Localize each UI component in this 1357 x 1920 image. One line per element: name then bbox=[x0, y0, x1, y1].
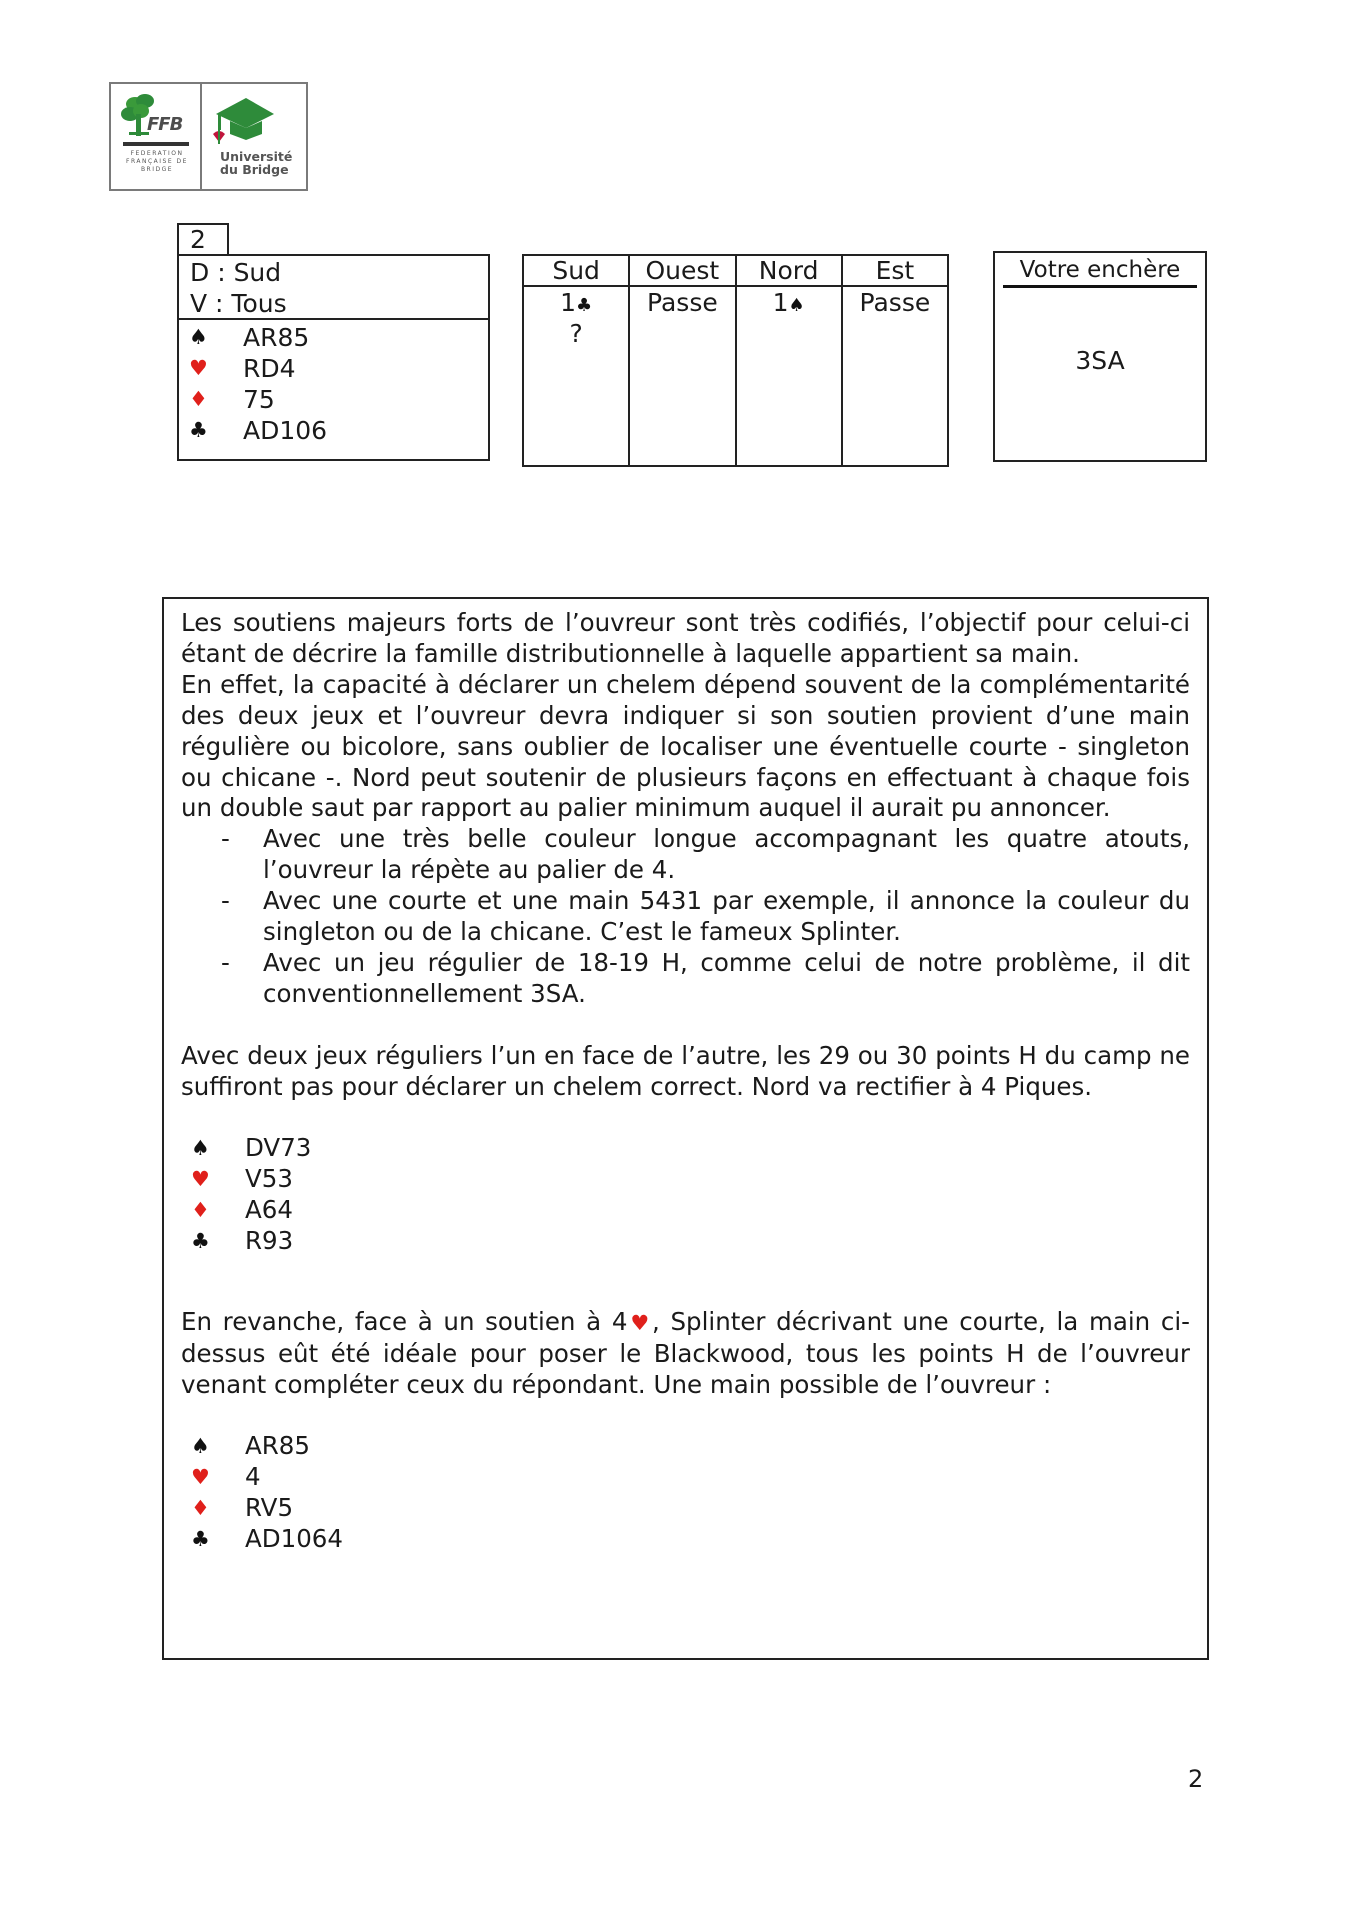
bid-header: Sud bbox=[524, 256, 628, 287]
hand-cards: AD106 bbox=[243, 416, 328, 445]
vulnerability: V : Tous bbox=[190, 289, 287, 318]
deal-box bbox=[177, 254, 490, 461]
hand-suit-row bbox=[181, 1493, 1190, 1524]
south-hand bbox=[179, 320, 488, 446]
deal-meta bbox=[179, 256, 488, 320]
spade-icon: ♠ bbox=[191, 1136, 210, 1161]
hand-cards: AR85 bbox=[245, 1431, 310, 1461]
hand-suit-row bbox=[181, 1226, 1190, 1257]
logo-ffb-universite bbox=[109, 82, 308, 191]
hand-cards: AR85 bbox=[243, 323, 310, 352]
diamond-icon: ♦ bbox=[191, 1198, 210, 1223]
ffb-divider bbox=[123, 142, 189, 146]
answer-value: 3SA bbox=[1075, 346, 1125, 375]
bid-header: Ouest bbox=[630, 256, 734, 287]
hand-suit-row bbox=[181, 1164, 1190, 1195]
hand-cards: R93 bbox=[245, 1226, 294, 1256]
paragraph: Les soutiens majeurs forts de l’ouvreur sont très codifiés, l’objectif pour celui-ci étant de décrire la famille distributionnelle à laquelle appartient sa main. bbox=[181, 608, 1190, 668]
hand-suit-row bbox=[179, 384, 488, 415]
universite-logo bbox=[202, 84, 306, 189]
paragraph: Avec deux jeux réguliers l’un en face de l’autre, les 29 ou 30 points H du camp ne suffiront pas pour déclarer un chelem correct. Nord va rectifier à 4 Piques. bbox=[181, 1040, 1190, 1101]
univ-line-1: Université bbox=[220, 149, 293, 164]
hand-suit-row bbox=[181, 1133, 1190, 1164]
heart-icon: ♥ bbox=[191, 1465, 210, 1490]
bid-col-ouest bbox=[630, 256, 736, 465]
explanation-box bbox=[162, 597, 1209, 1660]
heart-icon: ♥ bbox=[189, 356, 208, 380]
north-hand bbox=[181, 1133, 1190, 1257]
bid-level: 1 bbox=[772, 288, 789, 317]
hand-suit-row bbox=[181, 1195, 1190, 1226]
dealer: D : Sud bbox=[190, 258, 282, 287]
bid-cell: ? bbox=[569, 319, 583, 348]
bid-cell bbox=[524, 287, 628, 318]
hand-cards: RV5 bbox=[245, 1493, 294, 1523]
deal-number: 2 bbox=[177, 223, 229, 255]
ffb-logo bbox=[111, 84, 202, 189]
ffb-subtitle: FEDERATION FRANÇAISE DE BRIDGE bbox=[126, 150, 188, 173]
bid-header: Est bbox=[843, 256, 947, 287]
list-item-text: Avec une très belle couleur longue accompagnant les quatre atouts, l’ouvreur la répète au palier de 4. bbox=[263, 824, 1190, 885]
hand-cards: 4 bbox=[245, 1462, 261, 1492]
ffb-wordmark: FFB bbox=[147, 114, 183, 135]
bid-col-sud bbox=[524, 256, 630, 465]
bid-header: Nord bbox=[737, 256, 841, 287]
bullet-dash: - bbox=[221, 947, 230, 977]
list-item-text: Avec un jeu régulier de 18-19 H, comme celui de notre problème, il dit conventionnellement 3SA. bbox=[263, 947, 1190, 1008]
hand-suit-row bbox=[181, 1524, 1190, 1555]
spade-icon: ♠ bbox=[788, 295, 805, 316]
hand-suit-row bbox=[181, 1462, 1190, 1493]
hand-suit-row bbox=[179, 322, 488, 353]
paragraph-text: , Splinter décrivant une courte, la main ci-dessus eût été idéale pour poser le Blackwood, tous les points H de l’ouvreur venant compléter ceux du répondant. Une main possible de l’ouvreur : bbox=[181, 1306, 1190, 1399]
club-icon: ♣ bbox=[189, 418, 208, 442]
bid-col-nord bbox=[737, 256, 843, 465]
universite-wordmark bbox=[220, 150, 292, 176]
bidding-table bbox=[522, 254, 949, 467]
opener-hand bbox=[181, 1431, 1190, 1555]
bid-cell bbox=[737, 287, 841, 318]
list-item bbox=[181, 948, 1190, 1010]
spade-icon: ♠ bbox=[191, 1434, 210, 1459]
bid-level: 1 bbox=[560, 288, 576, 317]
diamond-icon: ♦ bbox=[189, 387, 208, 411]
univ-line-2: du Bridge bbox=[220, 162, 289, 177]
hand-suit-row bbox=[179, 353, 488, 384]
list-item-text: Avec une courte et une main 5431 par exemple, il annonce la couleur du singleton ou de la chicane. C’est le fameux Splinter. bbox=[263, 886, 1190, 947]
answer-underline bbox=[1003, 285, 1197, 288]
hand-suit-row bbox=[179, 415, 488, 446]
hand-cards: V53 bbox=[245, 1164, 293, 1194]
bullet-dash: - bbox=[221, 886, 230, 916]
paragraph-text: En revanche, face à un soutien à 4 bbox=[181, 1306, 628, 1336]
list-item bbox=[181, 824, 1190, 886]
hand-cards: 75 bbox=[243, 385, 275, 414]
bid-cell: Passe bbox=[859, 288, 931, 317]
answer-title: Votre enchère bbox=[1019, 257, 1181, 283]
heart-icon: ♥ bbox=[191, 1167, 210, 1192]
list-item bbox=[181, 886, 1190, 948]
paragraph bbox=[181, 1307, 1190, 1401]
hand-cards: RD4 bbox=[243, 354, 296, 383]
spade-icon: ♠ bbox=[189, 325, 208, 349]
club-icon: ♣ bbox=[191, 1229, 210, 1254]
hand-suit-row bbox=[181, 1431, 1190, 1462]
club-icon: ♣ bbox=[191, 1527, 210, 1552]
page-number: 2 bbox=[1188, 1765, 1204, 1793]
diamond-icon: ♦ bbox=[191, 1496, 210, 1521]
hand-cards: AD1064 bbox=[245, 1524, 343, 1554]
heart-icon: ♥ bbox=[627, 1310, 653, 1335]
bullet-dash: - bbox=[221, 824, 230, 854]
bid-cell: Passe bbox=[647, 288, 718, 317]
hand-cards: A64 bbox=[245, 1195, 293, 1225]
hand-cards: DV73 bbox=[245, 1133, 312, 1163]
club-icon: ♣ bbox=[576, 295, 593, 316]
paragraph: En effet, la capacité à déclarer un chelem dépend souvent de la complémentarité des deux jeux et l’ouvreur devra indiquer si son soutien provient d’une main régulière ou bicolore, sans oublier de localiser une éventuelle courte - singleton ou chicane -. Nord peut soutenir de plusieurs façons en effectuant à chaque fois un double saut par rapport au palier minimum auquel il aurait pu annoncer. bbox=[181, 669, 1190, 823]
answer-box bbox=[993, 251, 1207, 462]
bid-col-est bbox=[843, 256, 947, 465]
